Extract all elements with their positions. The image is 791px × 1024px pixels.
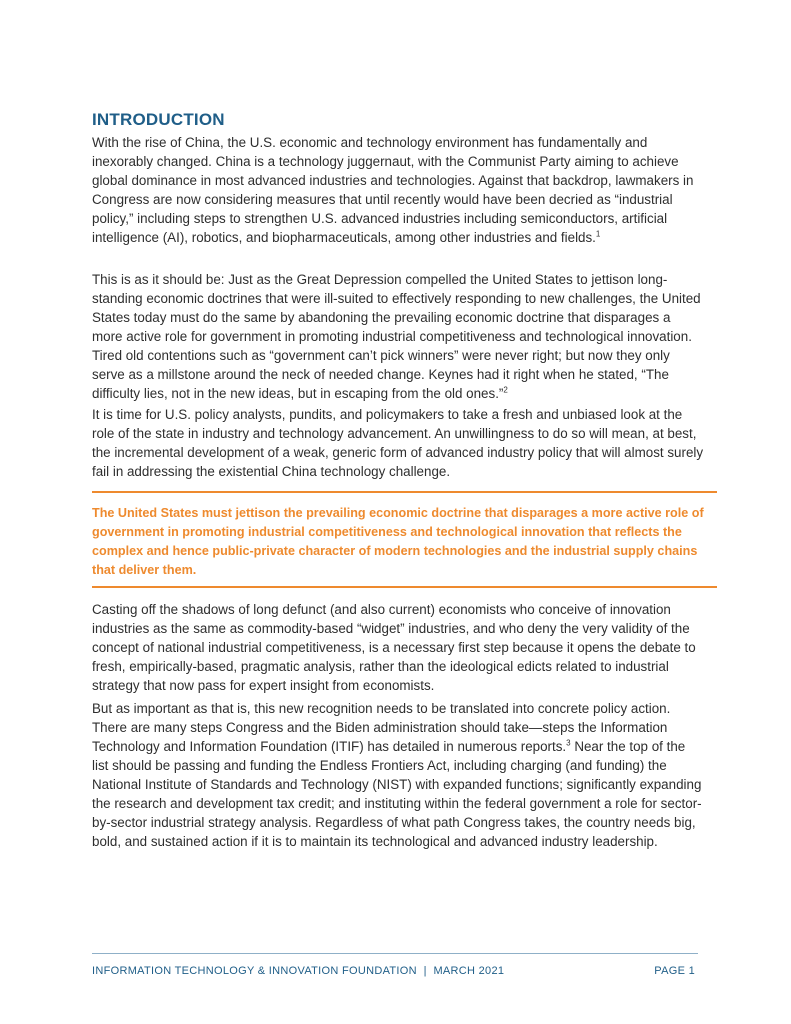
paragraph-4-text: Casting off the shadows of long defunct (and also current) economists who conceive of innovation industries as the same as commodity-based “widget” industries, and who deny the very validity of the concept of national industrial competitiveness, is a necessary first step because it opens the debate to fresh, empirically-based, pragmatic analysis, rather than the ideological edicts related to industrial strategy that now pass for expert insight from economists. [92,602,696,693]
paragraph-4 [92,600,704,695]
paragraph-5 [92,699,704,851]
pull-quote: The United States must jettison the prevailing economic doctrine that disparages a more active role of government in promoting industrial competitiveness and technological innovation that reflects the complex and hence public-private character of modern technologies and the industrial supply chains that deliver them. [92,506,704,577]
footnote-ref-2[interactable]: 2 [503,385,508,395]
paragraph-3-text: It is time for U.S. policy analysts, pundits, and policymakers to take a fresh and unbiased look at the role of the state in industry and technology advancement. An unwillingness to do so will mean, at best, the incremental development of a weak, generic form of advanced industry policy that will almost surely fail in addressing the existential China technology challenge. [92,407,704,479]
paragraph-1 [92,133,704,247]
page-number: PAGE 1 [654,965,695,977]
callout-bottom-rule [92,586,717,588]
paragraph-5-text-a: But as important as that is, this new recognition needs to be translated into concrete policy action. There are many steps Congress and the Biden administration should take—steps the Information Technology and Information Foundation (ITIF) has detailed in numerous reports. [92,701,671,754]
paragraph-5-text-b: Near the top of the list should be passing and funding the Endless Frontiers Act, including charging (and funding) the National Institute of Standards and Technology (NIST) with expanded functions; significantly expanding the research and development tax credit; and instituting within the federal government a role for sector-by-sector industrial strategy analysis. Regardless of what path Congress takes, the country needs big, bold, and sustained action if it is to maintain its technological and advanced industry leadership. [92,739,702,849]
footer-divider [92,953,698,954]
footer-organization: INFORMATION TECHNOLOGY & INNOVATION FOUNDATION | MARCH 2021 [92,965,505,977]
footnote-ref-1[interactable]: 1 [595,229,601,239]
paragraph-1-text: With the rise of China, the U.S. economic and technology environment has fundamentally and inexorably changed. China is a technology juggernaut, with the Communist Party aiming to achieve global dominance in most advanced industries and technologies. Against that backdrop, lawmakers in Congress are now considering measures that until recently would have been decried as “industrial policy,” including steps to strengthen U.S. advanced industries including semiconductors, artificial intelligence (AI), robotics, and biopharmaceuticals, among other industries and fields. [92,135,694,245]
section-heading: INTRODUCTION [92,110,225,129]
paragraph-2-text: This is as it should be: Just as the Great Depression compelled the United States to jettison long-standing economic doctrines that were ill-suited to effectively responding to new challenges, the United States today must do the same by abandoning the prevailing economic doctrine that disparages a more active role for government in promoting industrial competitiveness and technological innovation. Tired old contentions such as “government can’t pick winners” were never right; but now they only serve as a millstone around the neck of needed change. Keynes had it right when he stated, “The difficulty lies, not in the new ideas, but in escaping from the old ones.” [92,272,701,401]
footnote-ref-3[interactable]: 3 [566,738,571,748]
paragraph-2 [92,270,704,403]
paragraph-3 [92,405,704,481]
callout-top-rule [92,491,717,493]
